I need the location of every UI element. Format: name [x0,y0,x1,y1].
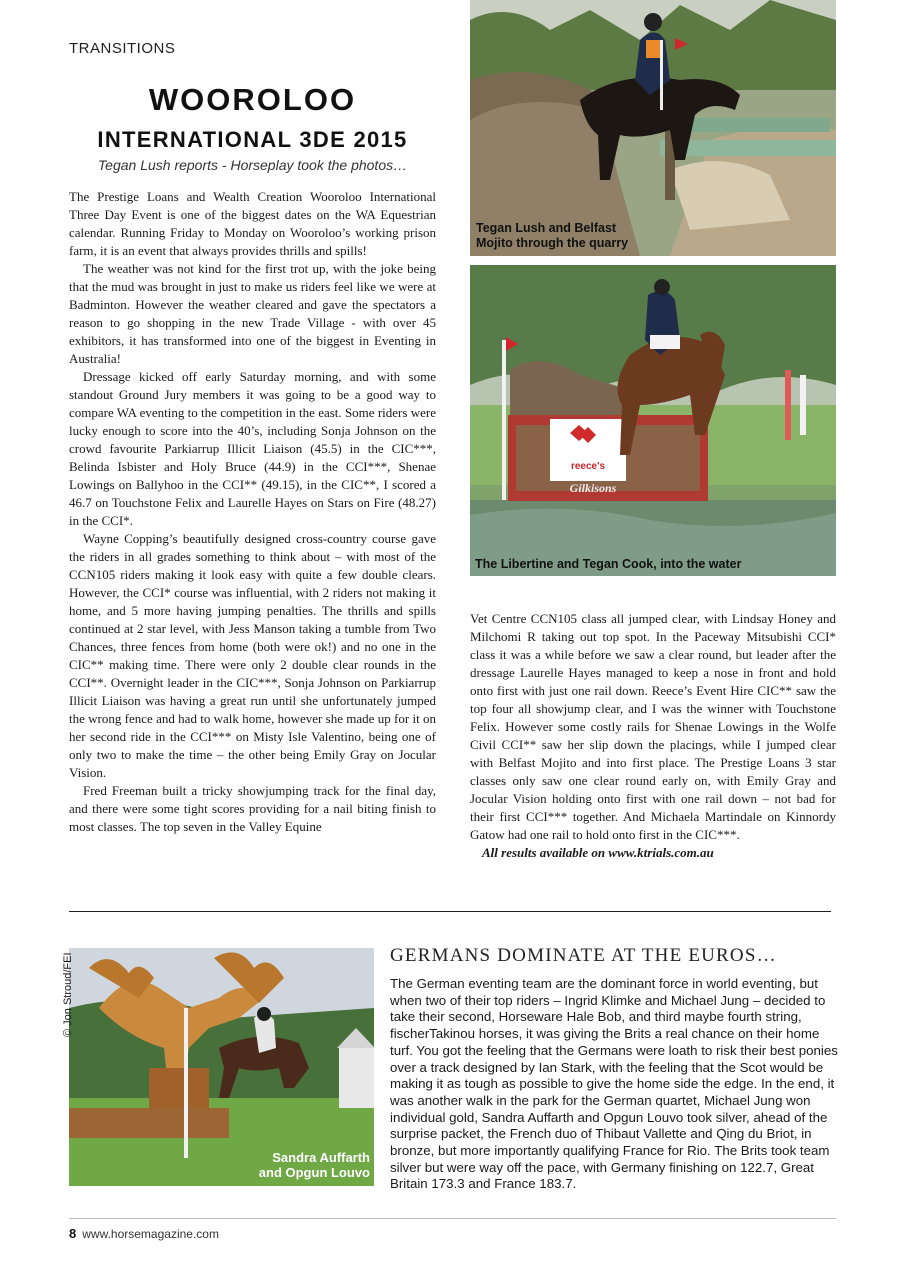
sidebar-heading: GERMANS DOMINATE AT THE EUROS… [390,945,777,966]
footer-url[interactable]: www.horsemagazine.com [82,1227,219,1241]
photo-quarry [470,0,836,256]
results-link-text: All results available on www.ktrials.com.au [482,845,714,860]
photo-quarry-image [470,0,836,256]
paragraph-3: Dressage kicked off early Saturday morning, and with some standout Ground Jury members it was going to be a good way to compare WA eventing to the competition in the east. Some riders were lucky enough to score into the 40’s, including Sonja Johnson on the crowd favourite Parkiarrup Illicit Liaison (45.5) in the CIC***, Belinda Isbister and Holy Bruce (44.9) in the CCI***, Shenae Lowings on Ballyhoo in the CCI** (49.15), in the CIC**, I scored a 46.7 on Touchstone Felix and Laurelle Hayes on Stars on Fire (48.27) in the CCI*. [69,369,436,528]
footer [69,1226,219,1241]
paragraph-1: The Prestige Loans and Wealth Creation Wooroloo International Three Day Event is one of the biggest dates on the WA Equestrian calendar. Running Friday to Monday on Wooroloo’s working prison farm, it is an event that always provides thrills and spills! [69,189,436,258]
photo-water [470,265,836,576]
paragraph-6: Vet Centre CCN105 class all jumped clear, with Lindsay Honey and Milchomi R taking out top spot. In the Paceway Mitsubishi CCI* class it was a while before we saw a clear round, but leader after the dressage Laurelle Hayes managed to keep a nose in front and hold onto first with just one rail down. Reece’s Event Hire CIC** saw the top four all showjump clear, and I was the winner with Touchstone Felix. However some costly rails for Shenae Lowings in the Wolfe Civil CCI** saw her slip down the placings, while I jumped clear with Belfast Mojito and into first place. The Prestige Loans 3 star classes only saw one clear round early on, with Emily Gray and Jocular Vision holding onto first with one rail down – not bad for their first CCI*** together. And Michaela Martindale on Kinnordy Gatow had one rail to hold onto first in the CIC***. [470,611,836,842]
paragraph-4: Wayne Copping’s beautifully designed cross-country course gave the riders in all grades something to think about – with most of the CCN105 riders making it look easy with quite a few double clears. However, the CCI* course was influential, with 2 riders not making it home, and 5 more having jumping penalties. The thrills and spills continued at 2 star level, with Jess Manson taking a tumble from Two Chances, three fences from home (both were ok!) and no one in the CIC** making time. There were only 2 double clear rounds in the CCI**. Overnight leader in the CIC***, Sonja Johnson on Parkiarrup Illicit Liaison was having a great run until she unfortunately jumped the wrong fence and had to walk home, however she made up for it on her second ride in the CCI*** on Misty Isle Valentino, being one of only two to make the time – the other being Emily Gray on Jocular Vision. [69,531,436,780]
section-label: TRANSITIONS [69,40,176,57]
sidebar-body: The German eventing team are the dominant force in world eventing, but when two of their top riders – Ingrid Klimke and Michael Jung – decided to take their second, Horseware Hale Bob, and third maybe fourth string, fischerTakinou horses, it was giving the Brits a real chance on their home turf. You got the feeling that the Germans were loath to risk their best ponies over a track designed by Ian Stark, with the feeling that the Scot would be making it as tough as possible to give the home side the edge. In the end, it was another walk in the park for the German quartet, Michael Jung won individual gold, Sandra Auffarth and Opgun Louvo took silver, ahead of the surprise packet, the French duo of Thibaut Vallette and Qing du Briot, in bronze, but more importantly qualifying France for Rio. The Brits took team silver but were way off the pace, with Germany finishing on 122.7, Great Britain 173.3 and France 183.7. [390,976,838,1192]
photo-auffarth-caption: Sandra Auffarth and Opgun Louvo [258,1150,370,1180]
article-column-2 [470,610,836,862]
article-title: WOOROLOO [148,82,357,117]
photo-auffarth [69,948,374,1186]
photo-credit: © Jon Stroud/FEI [62,952,74,1037]
page-number: 8 [69,1226,77,1241]
paragraph-2: The weather was not kind for the first trot up, with the joke being that the mud was brought in just to make us riders feel like we were at Badminton. However the weather cleared and gave the spectators a reason to go shopping in the new Trade Village - with over 45 exhibitors, it has transformed into one of the biggest in Eventing in Australia! [69,261,436,366]
section-divider [69,911,831,912]
photo-water-caption: The Libertine and Tegan Cook, into the water [475,557,742,571]
paragraph-5: Fred Freeman built a tricky showjumping track for the final day, and there were some tight scores providing for a nail biting finish to most classes. The top seven in the Valley Equine [69,783,436,834]
article-byline: Tegan Lush reports - Horseplay took the photos… [97,157,408,173]
article-subtitle: INTERNATIONAL 3DE 2015 [97,127,408,152]
photo-water-image [470,265,836,576]
photo-quarry-caption: Tegan Lush and Belfast Mojito through the quarry [476,221,629,250]
sign-reeces: reece's [570,461,606,472]
footer-divider [69,1218,836,1219]
sign-gilkisons: Gilkisons [569,481,617,495]
article-column-1 [69,188,436,836]
